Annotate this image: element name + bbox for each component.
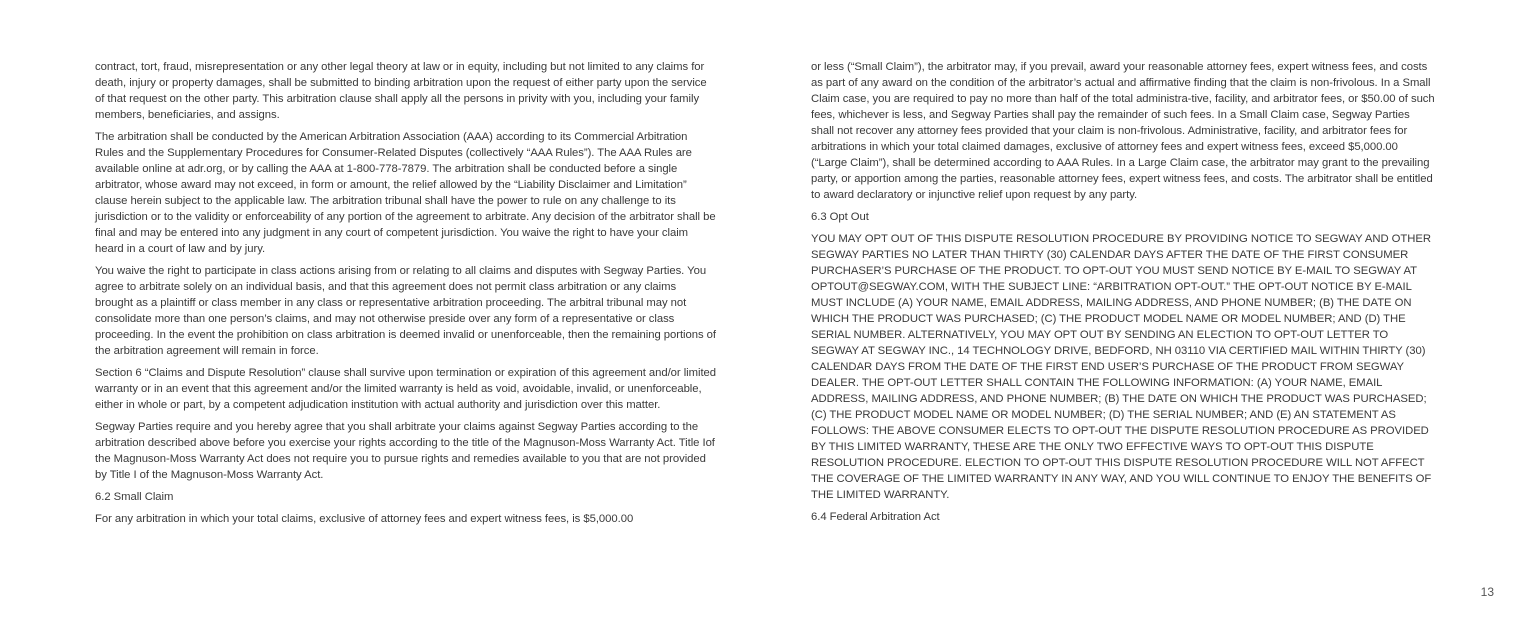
right-column <box>811 59 1435 531</box>
paragraph-arbitration-scope: contract, tort, fraud, misrepresentation or any other legal theory at law or in equity, including but not limited to any claims for death, injury or property damages, shall be submitted to binding arbitration upon the request of either party upon the service of that request on the other party. This arbitration clause shall apply all the persons in privity with you, including your family members, beneficiaries, and assigns. <box>95 61 707 121</box>
left-column <box>95 59 717 533</box>
paragraph-opt-out: YOU MAY OPT OUT OF THIS DISPUTE RESOLUTION PROCEDURE BY PROVIDING NOTICE TO SEGWAY AND OTHER SEGWAY PARTIES NO LATER THAN THIRTY (30) CALENDAR DAYS AFTER THE DATE OF THE FIRST CONSUMER PURCHASER’S PURCHASE OF THE PRODUCT. TO OPT-OUT YOU MUST SEND NOTICE BY E-MAIL TO SEGWAY AT OPTOUT@SEGWAY.COM, WITH THE SUBJECT LINE: “ARBITRATION OPT-OUT.” THE OPT-OUT NOTICE BY E-MAIL MUST INCLUDE (A) YOUR NAME, EMAIL ADDRESS, MAILING ADDRESS, AND PHONE NUMBER; (B) THE DATE ON WHICH THE PRODUCT WAS PURCHASED; (C) THE PRODUCT MODEL NAME OR MODEL NUMBER; AND (D) THE SERIAL NUMBER. ALTERNATIVELY, YOU MAY OPT OUT BY SENDING AN ELECTION TO OPT-OUT LETTER TO SEGWAY AT SEGWAY INC., 14 TECHNOLOGY DRIVE, BEDFORD, NH 03110 VIA CERTIFIED MAIL WITHIN THIRTY (30) CALENDAR DAYS FROM THE DATE OF THE FIRST END USER’S PURCHASE OF THE PRODUCT FROM SEGWAY DEALER. THE OPT-OUT LETTER SHALL CONTAIN THE FOLLOWING INFORMATION: (A) YOUR NAME, EMAIL ADDRESS, MAILING ADDRESS, AND PHONE NUMBER; (B) THE DATE ON WHICH THE PRODUCT WAS PURCHASED; (C) THE PRODUCT MODEL NAME OR MODEL NUMBER; (D) THE SERIAL NUMBER; AND (E) AN STATEMENT AS FOLLOWS: THE ABOVE CONSUMER ELECTS TO OPT-OUT THE DISPUTE RESOLUTION PROCEDURE AS PROVIDED BY THIS LIMITED WARRANTY, THESE ARE THE ONLY TWO EFFECTIVE WAYS TO OPT-OUT THIS DISPUTE RESOLUTION PROCEDURE. ELECTION TO OPT-OUT THIS DISPUTE RESOLUTION PROCEDURE WILL NOT AFFECT THE COVERAGE OF THE LIMITED WARRANTY IN ANY WAY, AND YOU WILL CONTINUE TO ENJOY THE BENEFITS OF THE LIMITED WARRANTY. <box>811 233 1432 501</box>
paragraph-magnuson-moss: Segway Parties require and you hereby agree that you shall arbitrate your claims against Segway Parties according to the arbitration described above before you exercise your rights according to the title of the Magnuson-Moss Warranty Act. Title Iof the Magnuson-Moss Warranty Act does not require you to pursue rights and remedies available to you that are not provided by Title I of the Magnuson-Moss Warranty Act. <box>95 421 715 481</box>
paragraph-small-claim: For any arbitration in which your total claims, exclusive of attorney fees and expert witness fees, is $5,000.00 <box>95 513 634 525</box>
page-number: 13 <box>1480 585 1494 599</box>
paragraph-aaa-rules: The arbitration shall be conducted by the American Arbitration Association (AAA) according to its Commercial Arbitration Rules and the Supplementary Procedures for Consumer-Related Disputes (collectively “AAA Rules”). The AAA Rules are available online at adr.org, or by calling the AAA at 1-800-778-7879. The arbitration shall be conducted before a single arbitrator, whose award may not exceed, in form or amount, the relief allowed by the “Liability Disclaimer and Limitation” clause herein subject to the applicable law. The arbitration tribunal shall have the power to rule on any challenge to its jurisdiction or to the validity or enforceability of any portion of the agreement to arbitrate. Any decision of the arbitrator shall be final and may be entered into any judgment in any court of competent jurisdiction. You waive the right to have your claim heard in a court of law and by jury. <box>95 131 716 255</box>
heading-federal-arbitration-act: 6.4 Federal Arbitration Act <box>811 511 940 523</box>
paragraph-class-action-waiver: You waive the right to participate in class actions arising from or relating to all claims and disputes with Segway Parties. You agree to arbitrate solely on an individual basis, and that this agreement does not permit class arbitration or any claims brought as a plaintiff or class member in any class or representative arbitration proceeding. The arbitral tribunal may not consolidate more than one person’s claims, and may not otherwise preside over any form of a representative or class proceeding. In the event the prohibition on class arbitration is deemed invalid or unenforceable, then the remaining portions of the arbitration agreement will remain in force. <box>95 265 716 357</box>
heading-small-claim: 6.2 Small Claim <box>95 491 174 503</box>
paragraph-small-claim-continued: or less (“Small Claim”), the arbitrator may, if you prevail, award your reasonable attorney fees, expert witness fees, and costs as part of any award on the condition of the arbitrator’s actual and affirmative finding that the claim is non-frivolous. In a Small Claim case, you are required to pay no more than half of the total administra-tive, facility, and arbitrator fees, or $50.00 of such fees, whichever is less, and Segway Parties shall pay the remainder of such fees. In a Small Claim case, Segway Parties shall not recover any attorney fees provided that your claim is non-frivolous. Administrative, facility, and arbitrator fees for arbitrations in which your total claimed damages, exclusive of attorney fees and expert witness fees, exceed $5,000.00 (“Large Claim”), shall be determined according to AAA Rules. In a Large Claim case, the arbitrator may grant to the prevailing party, or apportion among the parties, reasonable attorney fees, expert witness fees, and costs. The arbitrator shall be entitled to award declaratory or injunctive relief upon request by any party. <box>811 61 1435 201</box>
paragraph-section-6-survival: Section 6 “Claims and Dispute Resolution” clause shall survive upon termination or expiration of this agreement and/or limited warranty or in an event that this agreement and/or the limited warranty is held as void, avoidable, invalid, or unenforceable, either in whole or part, by a competent adjudication institution with actual authority and jurisdiction over this matter. <box>95 367 716 411</box>
heading-opt-out: 6.3 Opt Out <box>811 211 869 223</box>
